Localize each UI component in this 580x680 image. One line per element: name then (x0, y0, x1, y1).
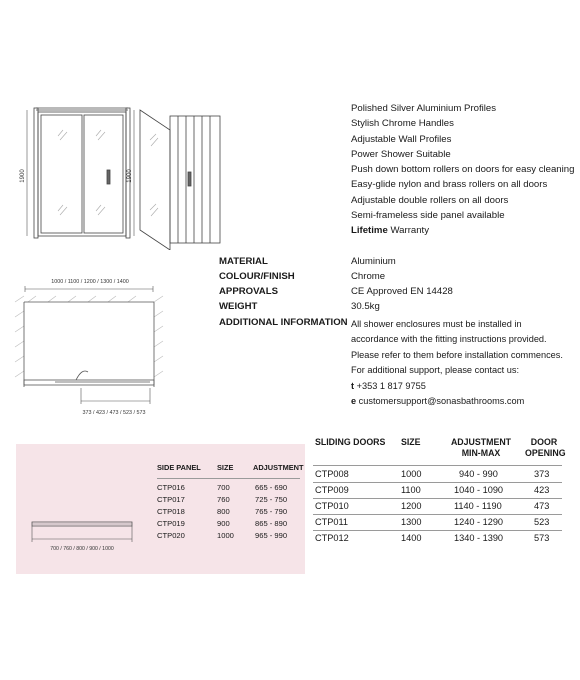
additional-line: For additional support, please contact us: (351, 365, 520, 376)
side-adjustment: 725 - 750 (255, 495, 288, 504)
sliding-size-header: SIZE (401, 437, 421, 447)
front-height-label: 1900 (20, 169, 26, 183)
sliding-size: 1400 (401, 533, 422, 543)
sliding-opening: 423 (534, 485, 550, 495)
side-size: 800 (217, 507, 230, 516)
sliding-opening-header: DOOR OPENING (525, 437, 566, 458)
sliding-opening: 573 (534, 533, 550, 543)
sliding-opening: 523 (534, 517, 550, 527)
spec-label-weight: WEIGHT (219, 301, 258, 312)
spec-label-additional: ADDITIONAL INFORMATION (219, 317, 348, 328)
feature-item: Easy-glide nylon and brass rollers on all doors (351, 179, 548, 191)
sliding-code: CTP011 (315, 517, 349, 527)
email-address: customersupport@sonasbathrooms.com (356, 396, 525, 407)
spec-value-approvals: CE Approved EN 14428 (351, 286, 453, 297)
side-code: CTP020 (157, 531, 185, 540)
contact-email (351, 394, 563, 409)
side-panel-drawing (28, 520, 168, 555)
table-divider (313, 530, 562, 531)
table-divider (313, 498, 562, 499)
sliding-size: 1100 (401, 485, 421, 495)
warranty-item (351, 223, 574, 238)
side-panel-header: SIDE PANEL (157, 463, 201, 472)
feature-item: Push down bottom rollers on doors for easy cleaning (351, 164, 575, 176)
feature-item: Polished Silver Aluminium Profiles (351, 103, 497, 114)
side-code: CTP017 (157, 495, 185, 504)
side-code: CTP016 (157, 483, 185, 492)
sliding-size: 1000 (401, 469, 422, 479)
additional-line: All shower enclosures must be installed in (351, 319, 522, 329)
side-adjustment: 665 - 690 (255, 483, 288, 492)
sliding-code: CTP012 (315, 533, 349, 543)
spec-label-material: MATERIAL (219, 256, 268, 267)
feature-item: Adjustable double rollers on all doors (351, 194, 509, 206)
table-divider (313, 465, 562, 466)
feature-item: Power Shower Suitable (351, 148, 451, 160)
spec-label-approvals: APPROVALS (219, 286, 278, 297)
sliding-adjustment: 1140 - 1190 (454, 501, 502, 511)
side-size: 900 (217, 519, 230, 528)
side-size-header: SIZE (217, 463, 234, 472)
side-size: 700 (217, 483, 230, 492)
additional-line: Please refer to them before installation commences. (351, 349, 563, 360)
feature-item: Adjustable Wall Profiles (351, 133, 452, 145)
spec-value-colour: Chrome (351, 271, 386, 282)
side-panel-width-label: 700 / 760 / 800 / 900 / 1000 (50, 546, 114, 552)
spec-label-colour: COLOUR/FINISH (219, 271, 295, 282)
table-divider (313, 482, 562, 483)
sliding-adjustment-header: ADJUSTMENT MIN-MAX (450, 437, 512, 458)
sliding-adjustment: 1340 - 1390 (454, 533, 504, 543)
sliding-size: 1300 (401, 517, 422, 527)
plan-view-drawing (10, 272, 170, 422)
additional-line: accordance with the fitting instructions provided. (351, 334, 547, 345)
sliding-adjustment: 940 - 990 (459, 469, 498, 479)
side-adjustment-header: ADJUSTMENT (253, 463, 304, 472)
sliding-opening: 473 (534, 501, 550, 511)
sliding-header: SLIDING DOORS (315, 437, 386, 447)
phone-number: +353 1 817 9755 (354, 380, 426, 391)
side-size: 1000 (217, 531, 234, 540)
spec-value-weight: 30.5kg (351, 301, 380, 312)
side-table-divider (157, 478, 300, 479)
sliding-opening: 373 (534, 469, 550, 479)
feature-list (351, 101, 574, 239)
email-label: e (351, 396, 357, 407)
sliding-code: CTP008 (315, 469, 349, 479)
additional-info (351, 317, 563, 409)
side-adjustment: 965 - 990 (255, 531, 288, 540)
side-adjustment: 765 - 790 (255, 507, 288, 516)
side-height-label: 1900 (127, 169, 133, 183)
plan-width-label: 1000 / 1100 / 1200 / 1300 / 1400 (51, 279, 129, 285)
spec-value-material: Aluminium (351, 256, 396, 267)
sliding-code: CTP010 (315, 501, 349, 511)
warranty-rest: Warranty (387, 225, 430, 237)
sliding-code: CTP009 (315, 485, 349, 495)
phone-label: t (351, 380, 355, 391)
side-adjustment: 865 - 890 (255, 519, 288, 528)
warranty-bold: Lifetime (351, 225, 388, 237)
sliding-adjustment: 1040 - 1090 (454, 485, 504, 495)
side-elevation-drawing (120, 100, 230, 250)
plan-opening-label: 373 / 423 / 473 / 523 / 573 (82, 410, 146, 416)
contact-phone (351, 379, 563, 394)
table-divider (313, 514, 562, 515)
feature-item: Semi-frameless side panel available (351, 210, 505, 222)
sliding-size: 1200 (401, 501, 422, 511)
feature-item: Stylish Chrome Handles (351, 118, 454, 130)
side-code: CTP019 (157, 519, 185, 528)
side-size: 760 (217, 495, 230, 504)
front-elevation-drawing (14, 100, 134, 250)
side-code: CTP018 (157, 507, 185, 516)
sliding-adjustment: 1240 - 1290 (454, 517, 504, 527)
